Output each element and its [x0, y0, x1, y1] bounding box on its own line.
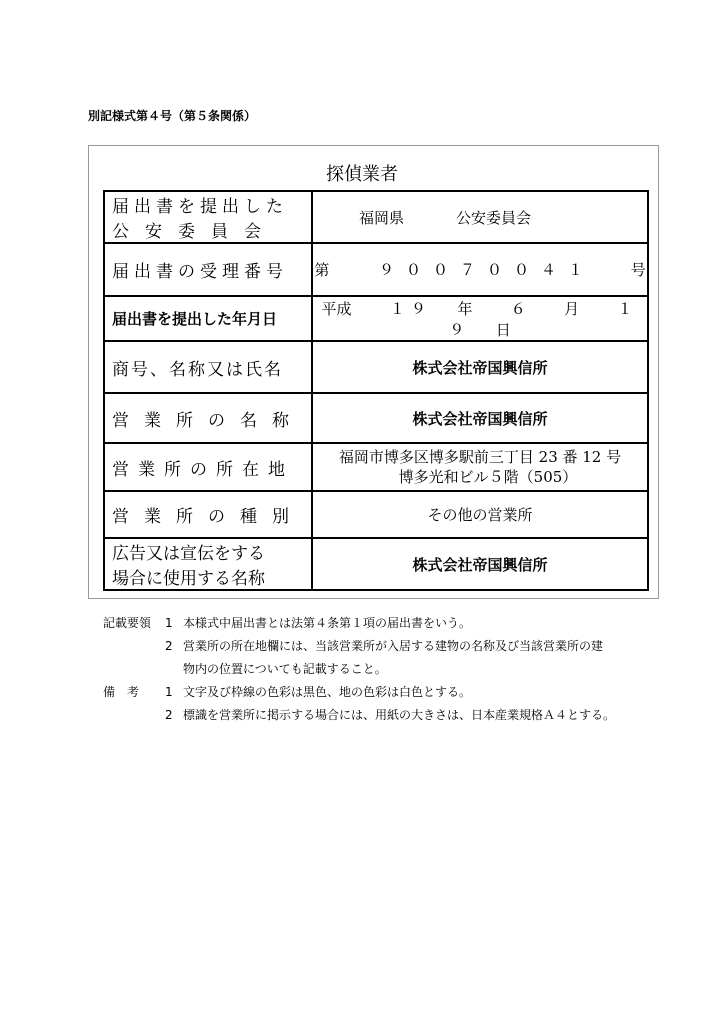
label-office-address: 営業所の所在地: [104, 443, 312, 491]
date-day: １９: [449, 299, 639, 339]
value-office-name: 株式会社帝国興信所: [312, 393, 648, 443]
label-ad-line2: 場合に使用する名称: [112, 569, 265, 589]
receipt-suffix: 号: [630, 261, 646, 279]
label-trade-name: 商号、名称又は氏名: [104, 341, 312, 393]
date-year-unit: 年: [457, 299, 473, 318]
value-ad-name: 株式会社帝国興信所: [312, 538, 648, 590]
prefecture: 福岡県: [359, 208, 405, 227]
entry-2-line1: 営業所の所在地欄には、当該営業所が入居する建物の名称及び当該営業所の建: [183, 639, 604, 653]
row-date: [104, 296, 648, 341]
label-office-type: 営業所の種別: [104, 491, 312, 538]
row-authority: [104, 191, 648, 243]
remark-1-num: 1: [165, 685, 173, 699]
receipt-number: ９００７００４１: [378, 261, 595, 279]
row-receipt: [104, 243, 648, 296]
note-entry-1: [103, 612, 615, 635]
registration-table: [103, 190, 649, 591]
entry-2-line2: 物内の位置についても記載すること。: [183, 662, 387, 676]
entry-1-text: 本様式中届出書とは法第４条第１項の届出書をいう。: [183, 616, 472, 630]
remarks-heading: 備 考: [103, 685, 140, 699]
row-office-type: [104, 491, 648, 538]
remark-2-text: 標識を営業所に掲示する場合には、用紙の大きさは、日本産業規格Ａ４とする。: [183, 708, 616, 722]
address-line2: 博多光和ビル５階（505）: [398, 468, 578, 486]
label-authority: [104, 191, 312, 243]
entry-2-num: 2: [165, 639, 173, 653]
receipt-prefix: 第: [314, 261, 330, 279]
value-date: [312, 296, 648, 341]
label-date: 届出書を提出した年月日: [104, 296, 312, 341]
sign-title: 探偵業者: [326, 164, 398, 185]
row-office-address: [104, 443, 648, 491]
value-office-address: [312, 443, 648, 491]
row-trade-name: [104, 341, 648, 393]
address-line1: 福岡市博多区博多駅前三丁目 23 番 12 号: [338, 448, 622, 466]
value-authority: [312, 191, 648, 243]
row-office-name: [104, 393, 648, 443]
label-receipt: 届出書の受理番号: [104, 243, 312, 296]
form-reference: 別記様式第４号（第５条関係）: [88, 109, 257, 123]
date-day-unit: 日: [495, 320, 511, 339]
label-ad-line1: 広告又は宣伝をする: [112, 544, 265, 564]
date-month-unit: 月: [564, 299, 580, 318]
date-year: １９: [389, 299, 432, 318]
date-era: 平成: [321, 299, 352, 318]
remark-1-text: 文字及び枠線の色彩は黒色、地の色彩は白色とする。: [183, 685, 472, 699]
value-office-type: その他の営業所: [312, 491, 648, 538]
label-office-name: 営業所の名称: [104, 393, 312, 443]
commission: 公安委員会: [456, 208, 532, 227]
note-entry-2: [103, 635, 615, 658]
remark-2-num: 2: [165, 708, 173, 722]
row-ad-name: [104, 538, 648, 590]
notes-section: [103, 612, 615, 727]
entry-1-num: 1: [165, 616, 173, 630]
note-remark-1: [103, 681, 615, 704]
note-remark-2: [103, 704, 615, 727]
date-month: ６: [510, 299, 526, 318]
label-authority-line2: 公安委員会: [112, 222, 277, 242]
label-authority-line1: 届出書を提出した: [112, 197, 288, 217]
entry-heading: 記載要領: [103, 616, 152, 630]
value-receipt: [312, 243, 648, 296]
label-ad-name: [104, 538, 312, 590]
value-trade-name: 株式会社帝国興信所: [312, 341, 648, 393]
